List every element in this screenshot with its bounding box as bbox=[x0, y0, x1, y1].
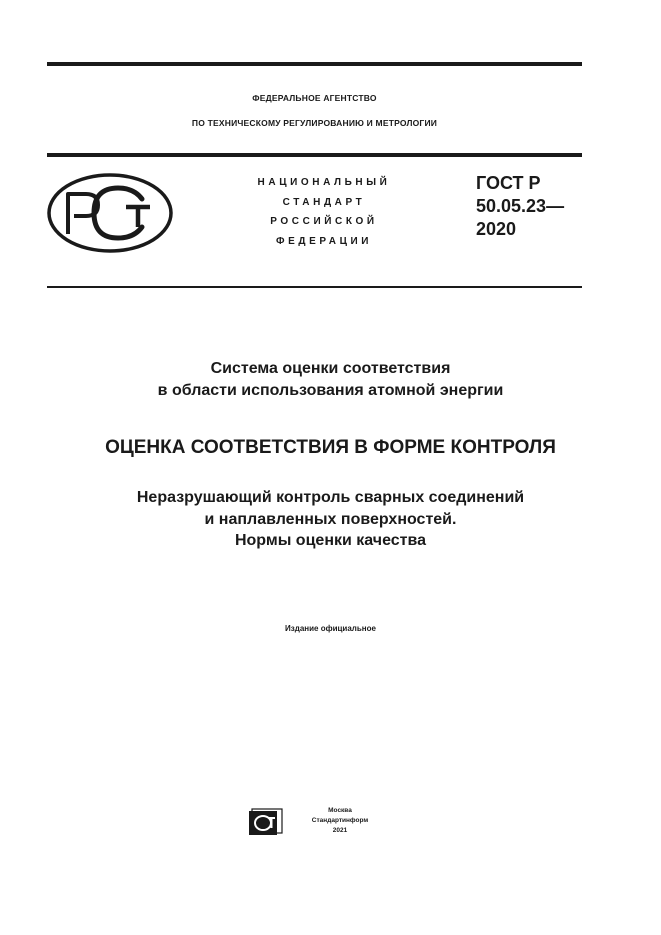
system-title bbox=[40, 358, 621, 402]
top-rule bbox=[47, 62, 582, 66]
gost-number: 50.05.23— bbox=[476, 196, 565, 216]
bottom-rule bbox=[47, 286, 582, 288]
publisher-city: Москва bbox=[328, 807, 352, 814]
standartinform-logo-icon bbox=[248, 808, 284, 836]
subtitle-line-3: Нормы оценки качества bbox=[234, 532, 427, 549]
middle-rule bbox=[47, 153, 582, 157]
publisher-info bbox=[300, 806, 380, 836]
national-line-2: СТАНДАРТ bbox=[282, 196, 366, 208]
national-line-4: ФЕДЕРАЦИИ bbox=[275, 235, 373, 247]
publisher-year: 2021 bbox=[332, 827, 348, 834]
subtitle-line-2: и наплавленных поверхностей. bbox=[204, 510, 457, 528]
edition-label: Издание официальное bbox=[285, 624, 376, 633]
publisher-name: Стандартинформ bbox=[311, 817, 369, 824]
agency-line-2: ПО ТЕХНИЧЕСКОМУ РЕГУЛИРОВАНИЮ И МЕТРОЛОГИИ bbox=[191, 118, 438, 128]
main-title: ОЦЕНКА СООТВЕТСТВИЯ В ФОРМЕ КОНТРОЛЯ bbox=[105, 437, 556, 458]
agency-line-1: ФЕДЕРАЛЬНОЕ АГЕНТСТВО bbox=[252, 93, 377, 103]
gost-label: ГОСТ Р bbox=[476, 173, 541, 193]
rst-logo-icon bbox=[46, 172, 174, 254]
subtitle-line-1: Неразрушающий контроль сварных соединений bbox=[136, 489, 525, 506]
national-line-1: НАЦИОНАЛЬНЫЙ bbox=[257, 177, 391, 188]
system-title-line-2: в области использования атомной энергии bbox=[157, 382, 504, 399]
national-line-3: РОССИЙСКОЙ bbox=[270, 216, 378, 227]
gost-year: 2020 bbox=[476, 219, 517, 239]
national-standard-label bbox=[228, 173, 420, 251]
gost-designation bbox=[476, 172, 564, 241]
system-title-line-1: Система оценки соответствия bbox=[210, 360, 451, 377]
subtitle bbox=[40, 487, 621, 552]
